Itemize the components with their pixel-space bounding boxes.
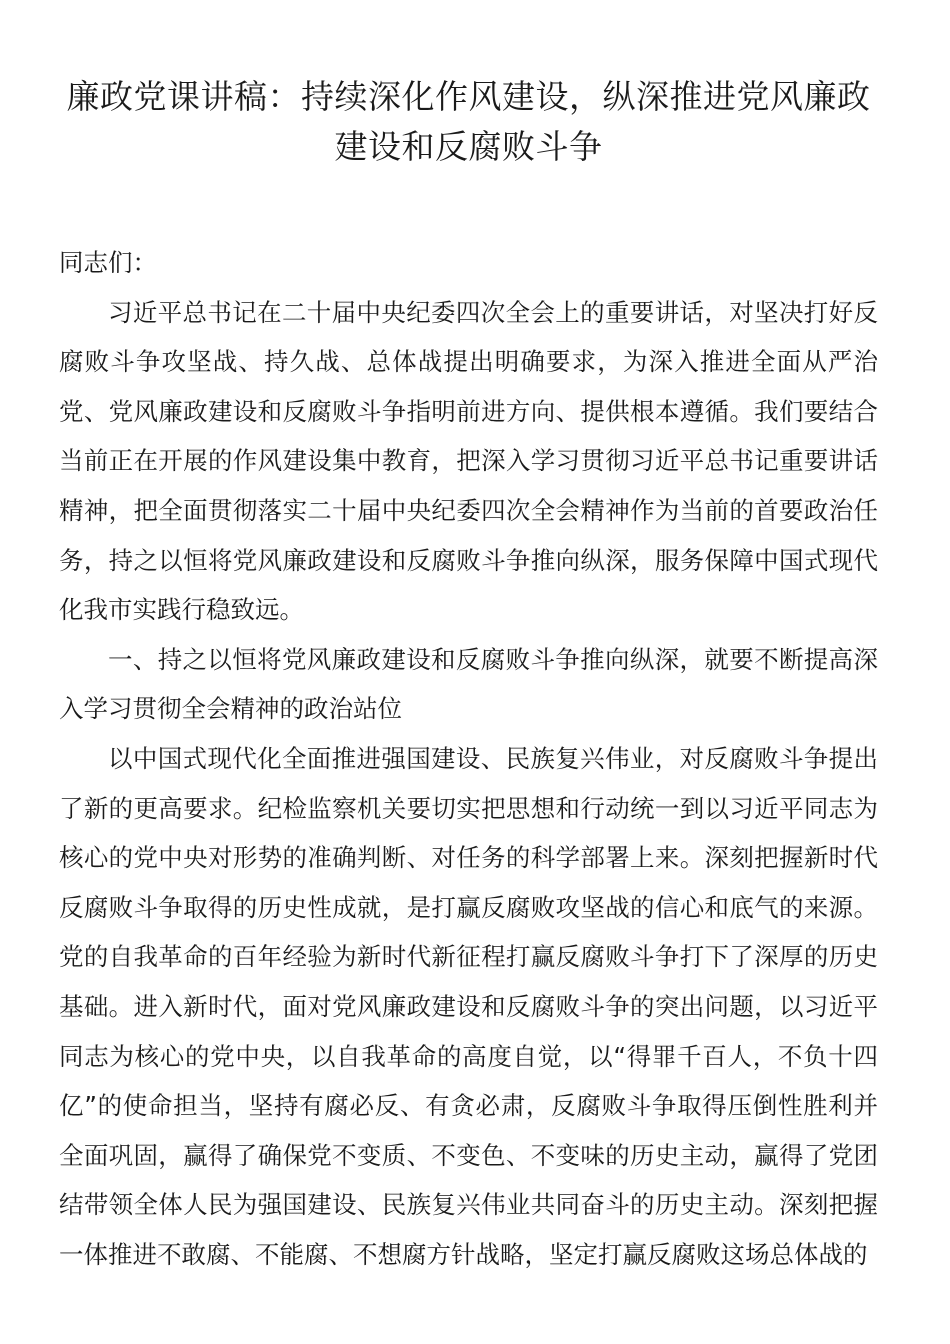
document-body bbox=[59, 238, 878, 1279]
salutation: 同志们： bbox=[59, 248, 157, 277]
document-title: 廉政党课讲稿：持续深化作风建设，纵深推进党风廉政建设和反腐败斗争 bbox=[66, 77, 871, 166]
paragraph-intro: 习近平总书记在二十届中央纪委四次全会上的重要讲话，对坚决打好反腐败斗争攻坚战、持久战、总体战提出明确要求，为深入推进全面从严治党、党风廉政建设和反腐败斗争指明前进方向、提供根本遵循。我们要结合当前正在开展的作风建设集中教育，把深入学习贯彻习近平总书记重要讲话精神，把全面贯彻落实二十届中央纪委四次全会精神作为当前的首要政治任务，持之以恒将党风廉政建设和反腐败斗争推向纵深，服务保障中国式现代化我市实践行稳致远。 bbox=[59, 297, 878, 625]
section-heading-1: 一、持之以恒将党风廉政建设和反腐败斗争推向纵深，就要不断提高深入学习贯彻全会精神的政治站位 bbox=[59, 644, 878, 724]
paragraph-section-1: 以中国式现代化全面推进强国建设、民族复兴伟业，对反腐败斗争提出了新的更高要求。纪检监察机关要切实把思想和行动统一到以习近平同志为核心的党中央对形势的准确判断、对任务的科学部署上来。深刻把握新时代反腐败斗争取得的历史性成就，是打赢反腐败攻坚战的信心和底气的来源。党的自我革命的百年经验为新时代新征程打赢反腐败斗争打下了深厚的历史基础。进入新时代，面对党风廉政建设和反腐败斗争的突出问题，以习近平同志为核心的党中央，以自我革命的高度自觉，以“得罪千百人，不负十四亿”的使命担当，坚持有腐必反、有贪必肃，反腐败斗争取得压倒性胜利并全面巩固，赢得了确保党不变质、不变色、不变味的历史主动，赢得了党团结带领全体人民为强国建设、民族复兴伟业共同奋斗的历史主动。深刻把握一体推进不敢腐、不能腐、不想腐方针战略，坚定打赢反腐败这场总体战的 bbox=[59, 743, 878, 1269]
